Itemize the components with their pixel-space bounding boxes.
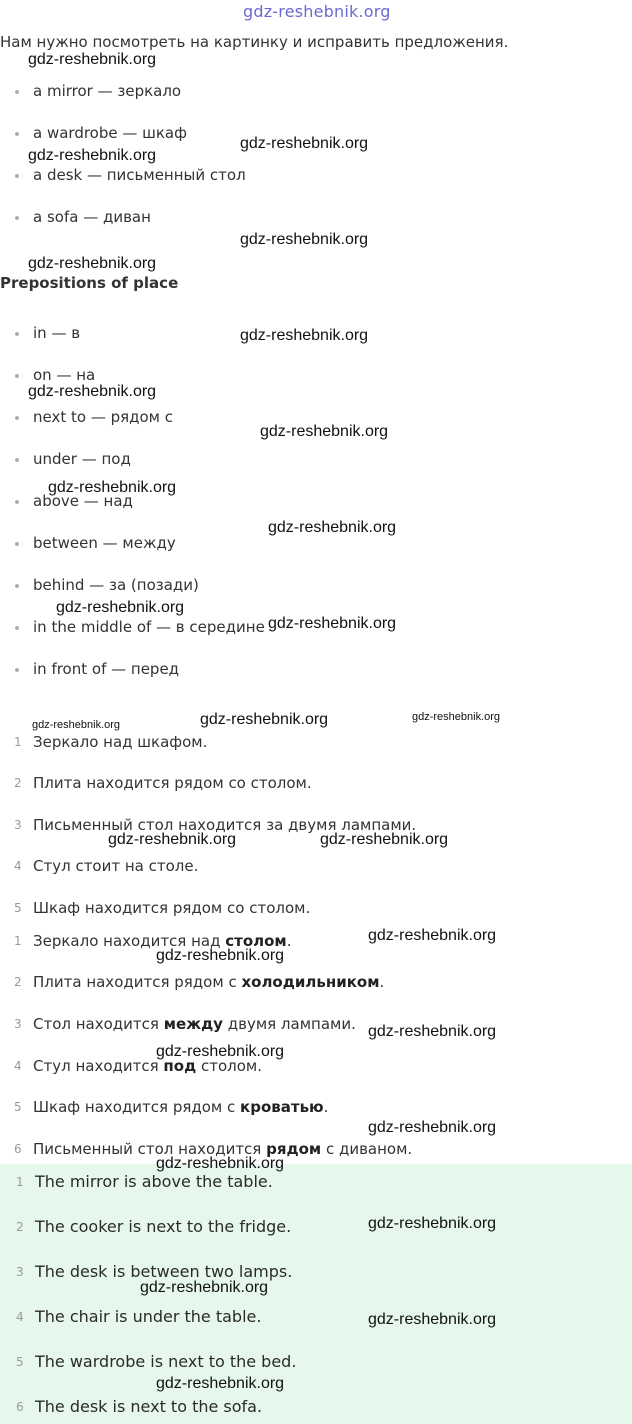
watermark: gdz-reshebnik.org [28, 147, 157, 164]
watermark: gdz-reshebnik.org [240, 327, 369, 344]
watermark: gdz-reshebnik.org [156, 947, 285, 964]
watermark: gdz-reshebnik.org [32, 719, 121, 731]
watermark: gdz-reshebnik.org [260, 423, 389, 440]
watermark: gdz-reshebnik.org [156, 1375, 285, 1392]
bullet-icon [15, 216, 19, 220]
bullet-icon [15, 332, 19, 336]
highlighted-word: между [163, 1015, 223, 1033]
watermark: gdz-reshebnik.org [48, 479, 177, 496]
prepositions-heading: Prepositions of place [0, 274, 179, 292]
watermark: gdz-reshebnik.org [368, 1215, 497, 1232]
watermark: gdz-reshebnik.org [240, 135, 369, 152]
bullet-icon [15, 416, 19, 420]
watermark: gdz-reshebnik.org [28, 51, 157, 68]
watermark: gdz-reshebnik.org [368, 1023, 497, 1040]
highlighted-word: столом [225, 932, 287, 950]
bullet-icon [15, 132, 19, 136]
watermark: gdz-reshebnik.org [156, 1043, 285, 1060]
bullet-icon [15, 626, 19, 630]
watermark: gdz-reshebnik.org [368, 1119, 497, 1136]
highlighted-word: под [163, 1057, 197, 1075]
watermark: gdz-reshebnik.org [368, 927, 497, 944]
highlighted-word: холодильником [241, 973, 380, 991]
highlighted-word: рядом [266, 1140, 322, 1158]
watermark: gdz-reshebnik.org [368, 1311, 497, 1328]
watermark: gdz-reshebnik.org [140, 1279, 269, 1296]
bullet-icon [15, 500, 19, 504]
bullet-icon [15, 174, 19, 178]
watermark: gdz-reshebnik.org [268, 615, 397, 632]
watermark: gdz-reshebnik.org [320, 831, 449, 848]
watermark: gdz-reshebnik.org [240, 231, 369, 248]
bullet-icon [15, 542, 19, 546]
bullet-icon [15, 584, 19, 588]
bullet-icon [15, 374, 19, 378]
site-watermark-header: gdz-reshebnik.org [243, 2, 391, 21]
watermark: gdz-reshebnik.org [156, 1155, 285, 1172]
bullet-icon [15, 90, 19, 94]
watermark: gdz-reshebnik.org [28, 383, 157, 400]
bullet-icon [15, 668, 19, 672]
watermark: gdz-reshebnik.org [108, 831, 237, 848]
watermark: gdz-reshebnik.org [268, 519, 397, 536]
watermark: gdz-reshebnik.org [200, 711, 329, 728]
watermark: gdz-reshebnik.org [412, 711, 501, 723]
intro-text: Нам нужно посмотреть на картинку и исправить предложения. [0, 33, 509, 51]
answer-box [0, 1164, 632, 1424]
watermark: gdz-reshebnik.org [56, 599, 185, 616]
bullet-icon [15, 458, 19, 462]
highlighted-word: кроватью [240, 1098, 324, 1116]
watermark: gdz-reshebnik.org [28, 255, 157, 272]
